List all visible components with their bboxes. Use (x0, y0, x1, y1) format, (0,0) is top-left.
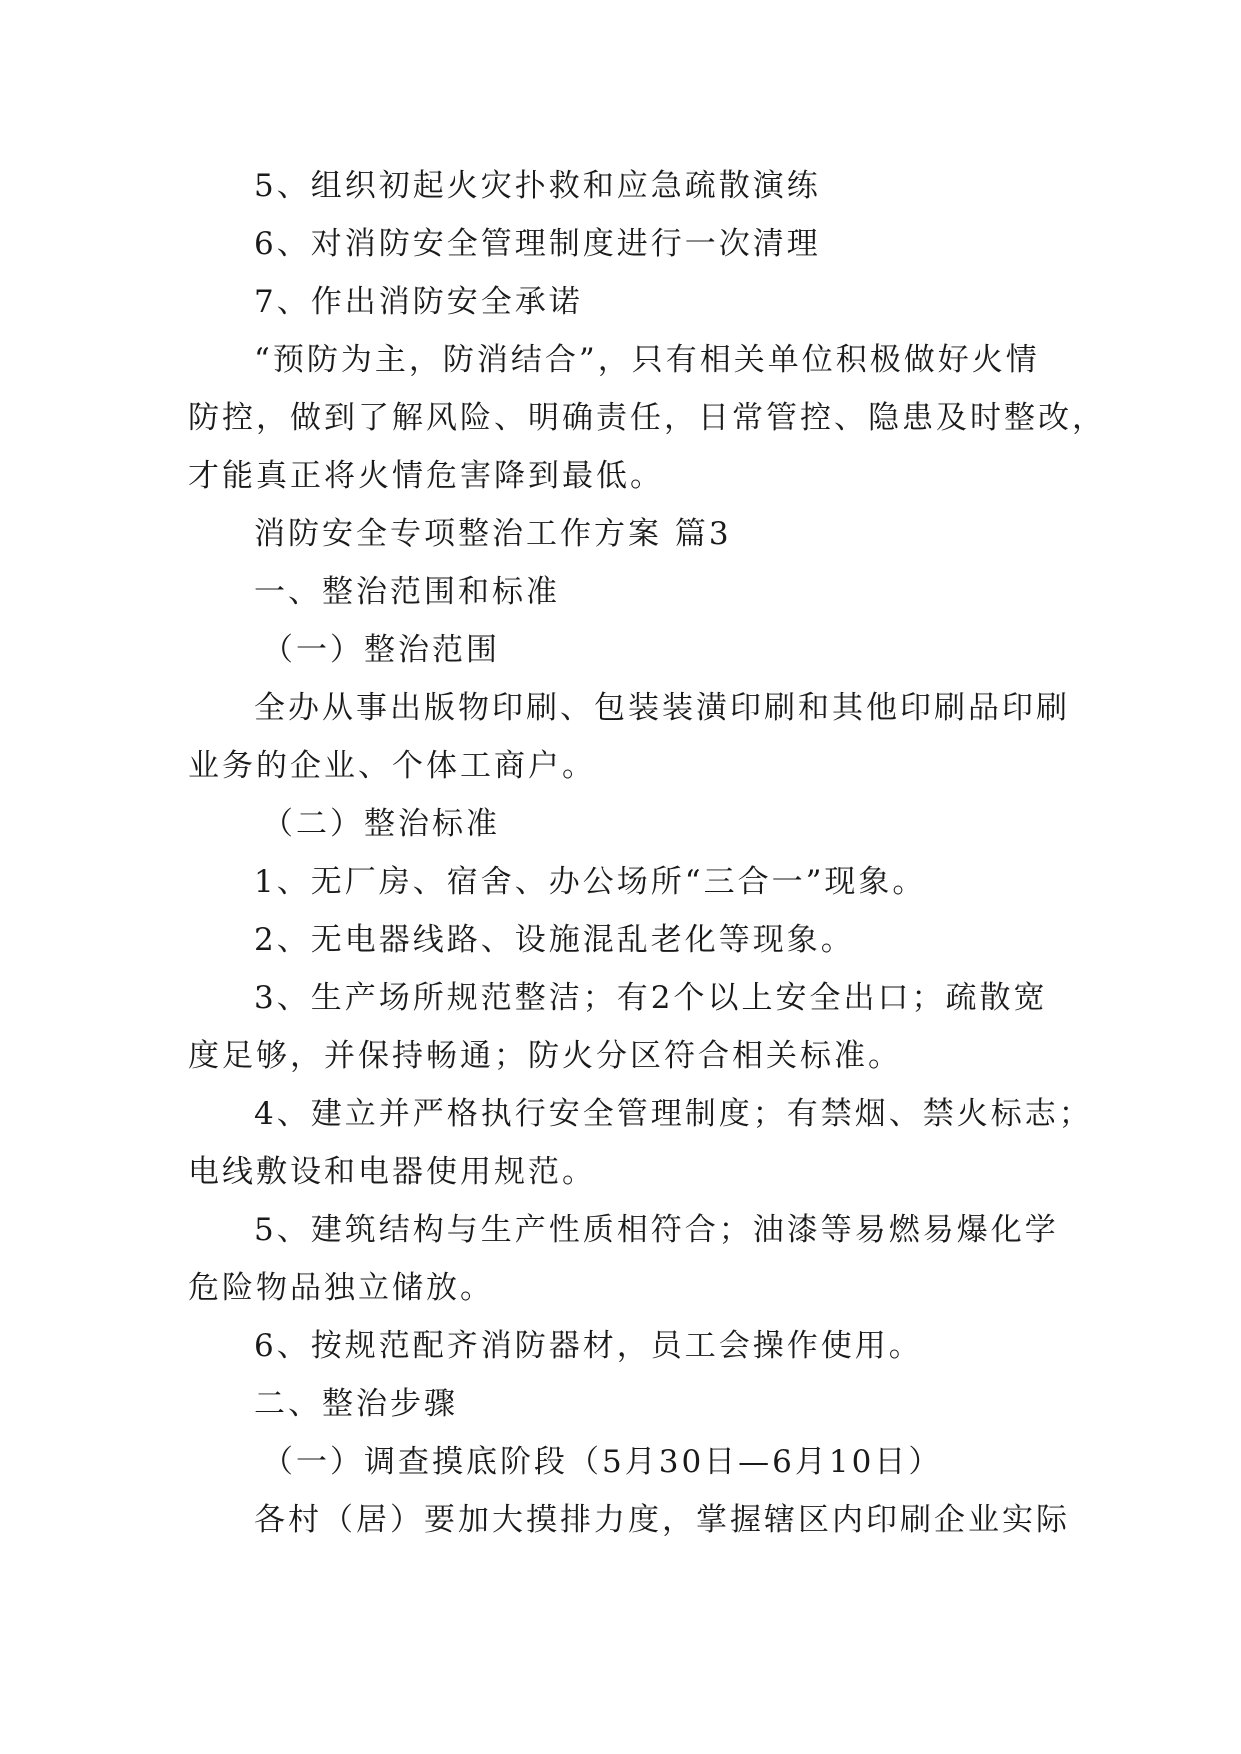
list-item-7-safety-pledge: 7、作出消防安全承诺 (254, 284, 583, 320)
list-item: 6、按规范配齐消防器材，员工会操作使用。 (254, 1328, 923, 1364)
list-item: 4、建立并严格执行安全管理制度；有禁烟、禁火标志； (254, 1096, 1093, 1132)
paragraph-line: 全办从事出版物印刷、包装装潢印刷和其他印刷品印刷 (254, 690, 1070, 726)
list-item: 3、生产场所规范整洁；有2个以上安全出口；疏散宽 (254, 980, 1048, 1016)
paragraph-line: 各村（居）要加大摸排力度，掌握辖区内印刷企业实际 (254, 1502, 1070, 1538)
heading-level-2: （一）调查摸底阶段（5月30日—6月10日） (262, 1444, 943, 1480)
heading-level-2: （二）整治标准 (262, 806, 500, 842)
list-item-5-fire-drill: 5、组织初起火灾扑救和应急疏散演练 (254, 168, 821, 204)
paragraph-line: “预防为主，防消结合”，只有相关单位积极做好火情 (254, 342, 1040, 378)
paragraph-line: 业务的企业、个体工商户。 (188, 748, 596, 784)
section-title: 消防安全专项整治工作方案 篇3 (254, 516, 732, 552)
paragraph-line: 才能真正将火情危害降到最低。 (188, 458, 664, 494)
list-item-continuation: 危险物品独立储放。 (188, 1270, 494, 1306)
heading-level-1: 一、整治范围和标准 (254, 574, 560, 610)
heading-level-1: 二、整治步骤 (254, 1386, 458, 1422)
paragraph-line: 防控，做到了解风险、明确责任，日常管控、隐患及时整改， (188, 400, 1106, 436)
list-item-continuation: 电线敷设和电器使用规范。 (188, 1154, 596, 1190)
list-item-6-system-cleanup: 6、对消防安全管理制度进行一次清理 (254, 226, 821, 262)
list-item-continuation: 度足够，并保持畅通；防火分区符合相关标准。 (188, 1038, 902, 1074)
list-item: 5、建筑结构与生产性质相符合；油漆等易燃易爆化学 (254, 1212, 1059, 1248)
list-item: 2、无电器线路、设施混乱老化等现象。 (254, 922, 855, 958)
heading-level-2: （一）整治范围 (262, 632, 500, 668)
list-item: 1、无厂房、宿舍、办公场所“三合一”现象。 (254, 864, 927, 900)
